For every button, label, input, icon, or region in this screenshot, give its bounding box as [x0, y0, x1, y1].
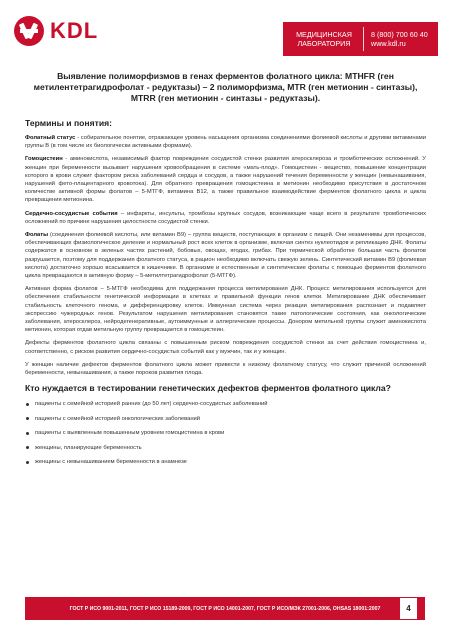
term-paragraph [25, 134, 426, 150]
page-header [0, 0, 450, 60]
lab-divider [363, 27, 364, 51]
defects-paragraph: Дефекты ферментов фолатного цикла связаны с повышенным риском повреждения сосудистой стенки за счет действия гомоцистеина и, соответственно, с риском развития сердечно-сосудистых событий как у мужчин, так и у женщин. [25, 340, 426, 355]
terms-heading: Термины и понятия: [25, 118, 112, 128]
who-needs-heading: Кто нуждается в тестировании генетических дефектов ферментов фолатного цикла? [25, 383, 391, 394]
list-item: женщины с невынашиванием беременности в анамнезе [25, 458, 426, 466]
list-item: пациенты с семейной историей онкологических заболеваний [25, 415, 426, 423]
list-item: пациенты с выявленным повышенным уровнем гомоцистеина в крови [25, 429, 426, 437]
bullet-icon [26, 403, 29, 406]
document-title: Выявление полиморфизмов в генах ферментов фолатного цикла: MTHFR (ген метилентетрагидрофолат - редуктазы) – 2 полиморфизма, MTR (ген метионин - синтазы), MTRR (ген метионин - синтазы - редуктазы). [33, 71, 418, 103]
term-name: Гомоцистеин [25, 156, 63, 163]
logo-text: KDL [50, 18, 99, 43]
standards-bar [25, 597, 425, 620]
methylation-paragraph: Активная форма фолатов – 5-МТГФ необходима для поддержания процесса метилирования ДНК. Процесс метилирования используется для обеспечения стабильности генетической информации в клетках и правильной функции генов клетки. Метилирование ДНК обеспечивает стабильность клеточного генома, и дифференцировку клеток. Иммунная система через реакции метилирования распознает и подавляет экспрессию чужеродных генов. Результатом нарушения метилирования становятся такие патологические состояния, как онкологические заболевания, атеросклероз, нейродегенеративные, аутоиммунные и аллергические процессы. Донором метильной группы служит аминокислота метионин, которая отдав метильную группу превращается в гомоцистеин. [25, 286, 426, 334]
term-definition: - собирательное понятие, отражающее уровень насыщения организма соединениями фолиевой кислоты и другими витаминами группы B (в том числе их биологически активными формами). [25, 135, 426, 150]
website-link[interactable]: www.kdl.ru [371, 39, 406, 48]
bullet-icon [26, 432, 29, 435]
page-number: 4 [400, 598, 417, 619]
bullet-icon [26, 446, 29, 449]
standards-text: ГОСТ Р ИСО 9001-2011, ГОСТ Р ИСО 15189-2009, ГОСТ Р ИСО 14001-2007, ГОСТ Р ИСО/МЭК 27001-2006, OHSAS 18001:2007 [69, 605, 381, 612]
term-paragraph [25, 155, 426, 204]
list-item: женщины, планирующие беременность [25, 444, 426, 452]
term-name: Фолатный статус [25, 135, 76, 141]
list-item: пациенты с семейной историей ранних (до 50 лет) сердечно-сосудистых заболеваний [25, 400, 426, 408]
bullet-icon [26, 461, 29, 464]
term-paragraph [25, 231, 426, 280]
lab-info-box [283, 22, 438, 56]
bullet-icon [26, 417, 29, 420]
lab-contact [364, 30, 438, 48]
term-name: Фолаты [25, 232, 49, 239]
lab-name-line1: МЕДИЦИНСКАЯ [296, 30, 352, 39]
term-definition: (соединения фолиевой кислоты, или витамин B9) – группа веществ, поступающих в организм с пищей. Они незаменимы для процессов, обеспечивающих физиологическое деление и нормальный рост всех клеток в организме, включая синтез нуклеотидов и репликацию ДНК. Фолаты содержатся в основном в зеленых частях растений, бобовых, овощах, ягодах, грибах. При термической обработке большая часть фолатов разрушается, поэтому для поддержания фолатного статуса, в рацион необходимо включать свежую зелень. Синтетический витамин B9 (фолиевая кислота) достаточно хорошо всасывается в кишечнике. В организме и естественные и синтетические фолаты с помощью ферментов фолатного цикла превращаются в активную форму – 5-метилтетрагидрофолат (5-МТГФ). [25, 232, 426, 280]
term-name: Сердечно-сосудистые события [25, 210, 118, 217]
term-paragraph [25, 210, 426, 226]
page-footer [0, 597, 450, 620]
phone-number: 8 (800) 700 60 40 [371, 30, 428, 39]
women-paragraph: У женщин наличие дефектов ферментов фолатного цикла может привести к низкому фолатному статусу, что служит причиной осложнений беременности, невынашивания, а также пороков развития плода. [25, 361, 426, 377]
term-definition: - аминокислота, независимый фактор повреждения сосудистой стенки развития атеросклероза и тромботических осложнений. У женщин при беременности вызывает нарушения кровообращения в системе «мать-плод». Гомоцистеин - вещество, повышение концентрации которого в крови служит фактором риска заболеваний сердца и сосудов, а также нарушений течения беременности у женщин (невынашивания, нарушений фето-плацентарного кровотока). Для обратного превращения гомоцистеина в метионин необходимо присутствия в достаточном количестве активной формы фолатов – 5-МТГФ, витамина B12, а также правильное взаимодействие ферментов фолатного цикла и цикла превращения метионина. [25, 156, 426, 204]
who-needs-list [25, 400, 426, 466]
kdl-logo [14, 16, 98, 46]
lab-name-line2: ЛАБОРАТОРИЯ [297, 39, 351, 48]
document-body [25, 71, 426, 473]
kdl-logo-icon [14, 16, 44, 46]
term-definition: – инфаркты, инсульты, тромбозы крупных сосудов, возникающие чаще всего в результате тромботических осложнений по причине нарушения целостности сосудистой стенки. [25, 210, 426, 225]
lab-name [283, 30, 363, 48]
